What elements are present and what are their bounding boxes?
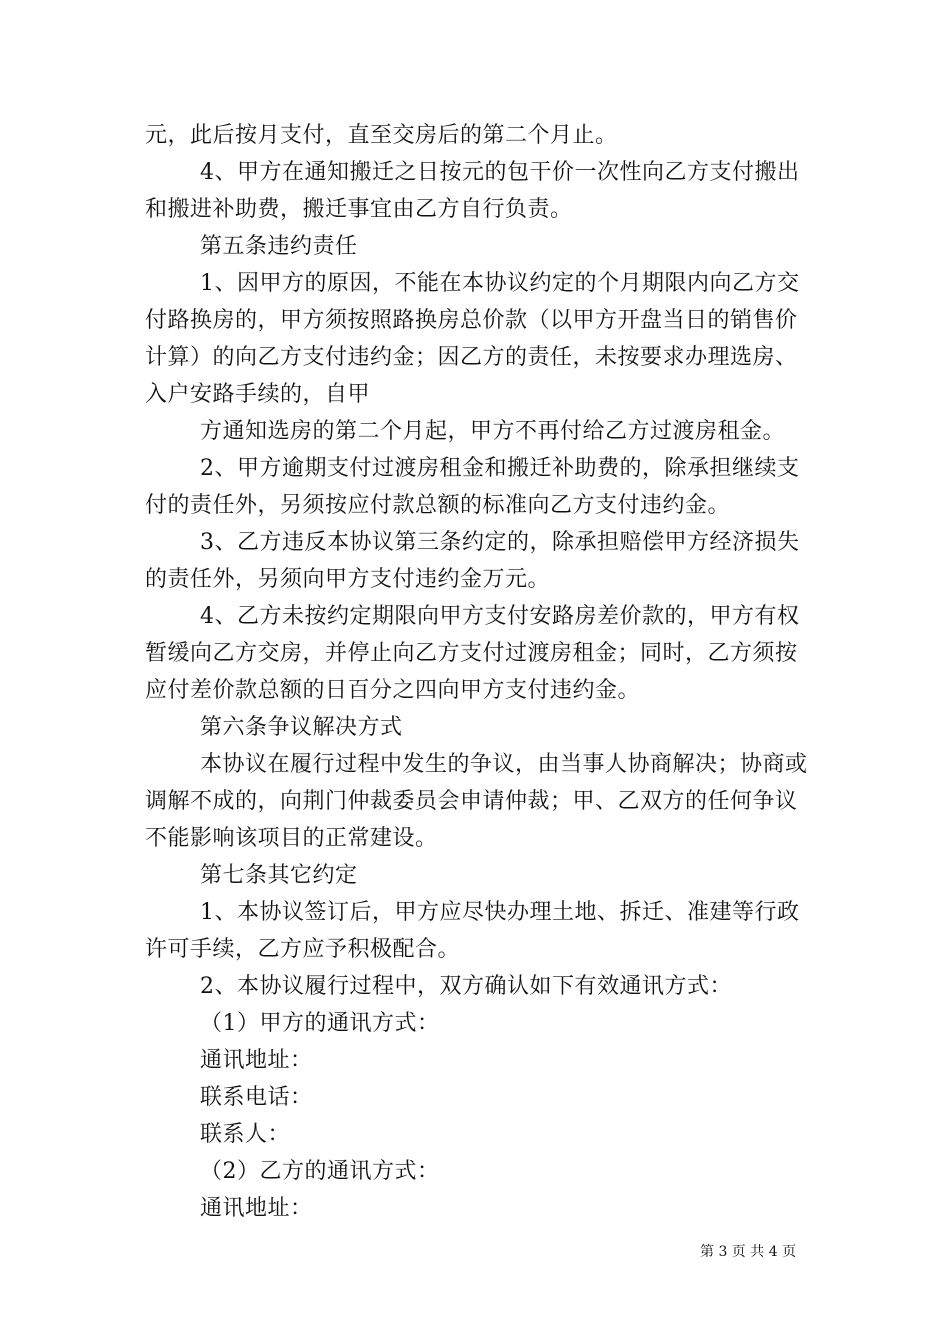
section-heading: 第六条争议解决方式 xyxy=(200,715,403,740)
text-line: 2、本协议履行过程中，双方确认如下有效通讯方式： xyxy=(200,974,732,999)
text-line: 2、甲方逾期支付过渡房租金和搬迁补助费的，除承担继续支 xyxy=(200,456,800,481)
text-line: 通讯地址： xyxy=(200,1196,313,1221)
text-line: 付的责任外，另须按应付款总额的标准向乙方支付违约金。 xyxy=(145,493,731,518)
text-line: 不能影响该项目的正常建设。 xyxy=(145,826,438,851)
text-line: 1、本协议签订后，甲方应尽快办理土地、拆迁、准建等行政 xyxy=(200,900,800,925)
text-line: 和搬进补助费，搬迁事宜由乙方自行负责。 xyxy=(145,197,573,222)
text-line: 付路换房的，甲方须按照路换房总价款（以甲方开盘当日的销售价 xyxy=(145,308,798,333)
text-line: 计算）的向乙方支付违约金；因乙方的责任，未按要求办理选房、 xyxy=(145,345,798,370)
text-line: 方通知选房的第二个月起，甲方不再付给乙方过渡房租金。 xyxy=(200,419,786,444)
section-heading: 第五条违约责任 xyxy=(200,234,358,259)
text-line: 联系人： xyxy=(200,1122,291,1147)
document-body xyxy=(145,117,825,1227)
text-line: 本协议在履行过程中发生的争议，由当事人协商解决；协商或 xyxy=(200,752,808,777)
text-line: 4、乙方未按约定期限向甲方支付安路房差价款的，甲方有权 xyxy=(200,604,800,629)
text-line: 入户安路手续的，自甲 xyxy=(145,382,371,407)
text-line: 1、因甲方的原因，不能在本协议约定的个月期限内向乙方交 xyxy=(200,271,800,296)
text-line: 暂缓向乙方交房，并停止向乙方支付过渡房租金；同时，乙方须按 xyxy=(145,641,798,666)
text-line: 4、甲方在通知搬迁之日按元的包干价一次性向乙方支付搬出 xyxy=(200,160,800,185)
text-line: 联系电话： xyxy=(200,1085,313,1110)
text-line: （1）甲方的通讯方式： xyxy=(200,1011,440,1036)
text-line: 的责任外，另须向甲方支付违约金万元。 xyxy=(145,567,551,592)
text-line: 元，此后按月支付，直至交房后的第二个月止。 xyxy=(145,123,618,148)
page-number: 第 3 页 共 4 页 xyxy=(700,1244,797,1260)
section-heading: 第七条其它约定 xyxy=(200,863,358,888)
text-line: 通讯地址： xyxy=(200,1048,313,1073)
text-line: 应付差价款总额的日百分之四向甲方支付违约金。 xyxy=(145,678,641,703)
text-line: （2）乙方的通讯方式： xyxy=(200,1159,440,1184)
text-line: 许可手续，乙方应予积极配合。 xyxy=(145,937,461,962)
text-line: 3、乙方违反本协议第三条约定的，除承担赔偿甲方经济损失 xyxy=(200,530,800,555)
text-line: 调解不成的，向荆门仲裁委员会申请仲裁；甲、乙双方的任何争议 xyxy=(145,789,798,814)
